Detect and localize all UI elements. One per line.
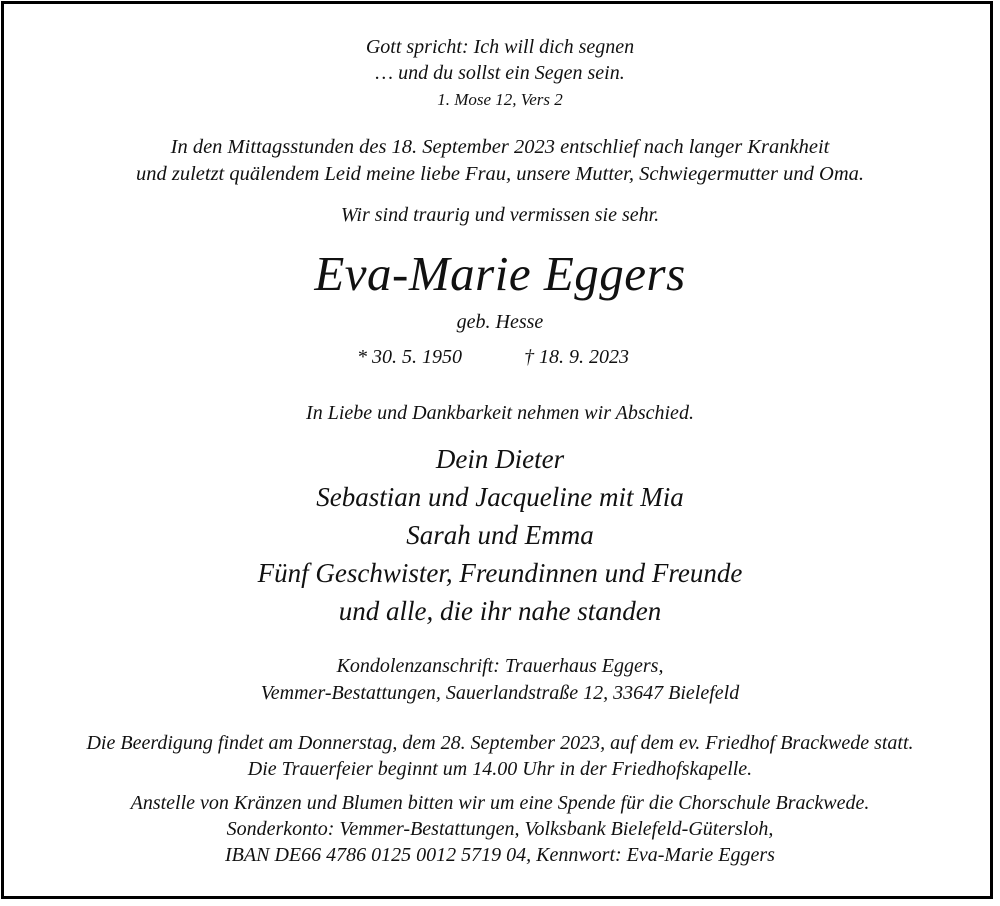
funeral-line-2: Die Trauerfeier beginnt um 14.00 Uhr in der Friedhofskapelle. — [247, 758, 753, 780]
funeral-line-1: Die Beerdigung findet am Donnerstag, dem 28. September 2023, auf dem ev. Friedhof Brackwede statt. — [86, 732, 914, 754]
mourner-line-1: Dein Dieter — [435, 444, 565, 474]
farewell-line: In Liebe und Dankbarkeit nehmen wir Abschied. — [306, 402, 694, 424]
condolence-line-2: Vemmer-Bestattungen, Sauerlandstraße 12, 33647 Bielefeld — [260, 682, 740, 704]
donation-line-2: Sonderkonto: Vemmer-Bestattungen, Volksbank Bielefeld-Gütersloh, — [226, 818, 774, 840]
condolence-line-1: Kondolenzanschrift: Trauerhaus Eggers, — [336, 655, 664, 677]
birth-name: geb. Hesse — [456, 311, 544, 333]
announcement-line-2: und zuletzt quälendem Leid meine liebe Frau, unsere Mutter, Schwiegermutter und Oma. — [135, 163, 864, 185]
verse-reference: 1. Mose 12, Vers 2 — [437, 90, 563, 109]
death-date: † 18. 9. 2023 — [524, 346, 629, 368]
deceased-name: Eva-Marie Eggers — [314, 246, 686, 301]
donation-line-1: Anstelle von Kränzen und Blumen bitten wir um eine Spende für die Chorschule Brackwede. — [130, 792, 870, 814]
birth-date: * 30. 5. 1950 — [357, 346, 462, 368]
mourner-line-5: und alle, die ihr nahe standen — [338, 596, 662, 626]
announcement-line-3: Wir sind traurig und vermissen sie sehr. — [340, 204, 660, 226]
mourner-line-2: Sebastian und Jacqueline mit Mia — [316, 482, 684, 512]
verse-line-2: … und du sollst ein Segen sein. — [375, 62, 625, 84]
verse-line-1: Gott spricht: Ich will dich segnen — [365, 36, 635, 58]
donation-line-3: IBAN DE66 4786 0125 0012 5719 04, Kennwort: Eva-Marie Eggers — [225, 844, 775, 866]
mourner-line-3: Sarah und Emma — [406, 520, 594, 550]
announcement-line-1: In den Mittagsstunden des 18. September 2023 entschlief nach langer Krankheit — [170, 136, 830, 158]
mourner-line-4: Fünf Geschwister, Freundinnen und Freunde — [257, 558, 743, 588]
